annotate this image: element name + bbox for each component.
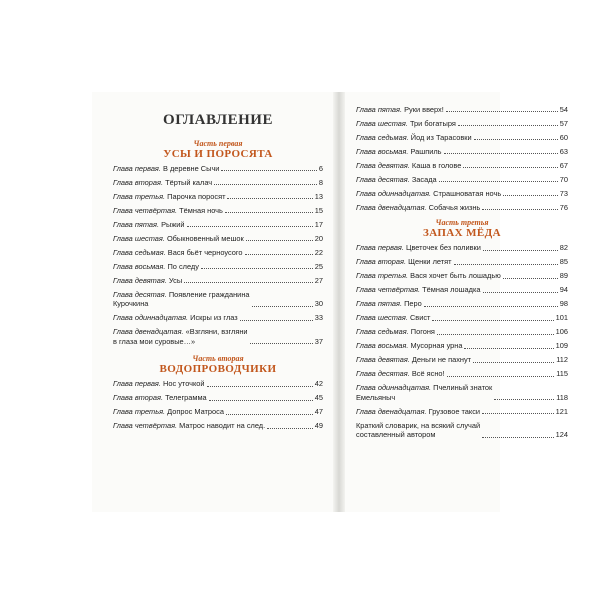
dot-leader <box>458 125 558 126</box>
chapter-number: Глава третья. <box>113 407 166 417</box>
chapter-title: Тёмная ночь <box>179 206 223 215</box>
page-number: 15 <box>314 206 323 215</box>
page-number: 94 <box>559 285 568 295</box>
toc-entry-title <box>356 119 456 128</box>
dot-leader <box>246 240 313 241</box>
part3-label: Часть третья <box>435 218 489 228</box>
dot-leader <box>494 399 554 400</box>
toc-entry <box>356 105 568 114</box>
page-number: 20 <box>314 234 323 243</box>
part2-label: Часть вторая <box>192 354 244 364</box>
part1-title: УСЫ И ПОРОСЯТА <box>163 148 273 160</box>
toc-entry <box>113 192 323 201</box>
chapter-title: Телеграмма <box>165 393 207 403</box>
dot-leader <box>482 209 558 210</box>
toc-entry <box>113 290 323 309</box>
chapter-number: Глава восьмая. <box>113 262 166 271</box>
page-number: 30 <box>314 299 323 309</box>
toc-entry <box>113 407 323 416</box>
toc-entry-title <box>356 243 481 252</box>
page-number: 85 <box>559 257 568 267</box>
page-number: 82 <box>559 243 568 253</box>
chapter-title: Йод из Тарасовки <box>410 133 472 142</box>
chapter-number: Глава пятая. <box>356 299 403 309</box>
chapter-number: Глава девятая. <box>113 276 167 285</box>
dot-leader <box>245 254 313 255</box>
page-number: 118 <box>556 392 568 402</box>
chapter-number: Глава одиннадцатая. <box>113 313 189 323</box>
toc-entry <box>356 147 568 156</box>
toc-entry <box>113 421 323 430</box>
chapter-title-continuation: Курочкина <box>113 299 149 309</box>
toc-entry <box>356 421 568 440</box>
dot-leader <box>227 198 312 199</box>
dot-leader <box>221 170 316 171</box>
toc-entry <box>356 271 568 280</box>
chapter-title-continuation: в глаза мои суровые…» <box>113 336 196 346</box>
page-number: 101 <box>555 313 568 323</box>
toc-entry-title <box>113 276 182 285</box>
chapter-title: Усы <box>168 276 183 285</box>
chapter-title: Мусорная урна <box>410 341 463 351</box>
dot-leader <box>483 292 558 293</box>
dot-leader <box>464 348 553 349</box>
page-number: 98 <box>559 299 568 309</box>
toc-entry-title <box>113 393 207 402</box>
page-number: 6 <box>318 164 323 173</box>
toc-entry-title <box>356 299 422 308</box>
toc-entry <box>113 262 323 271</box>
toc-entry <box>356 133 568 142</box>
chapter-title: Матрос наводит на след. <box>179 421 266 431</box>
part2-entries <box>113 379 323 430</box>
page-number: 121 <box>555 406 568 416</box>
page-number: 42 <box>314 379 323 389</box>
toc-entry-title <box>356 285 481 294</box>
toc-entry-title <box>113 290 250 309</box>
page-number: 109 <box>555 341 568 351</box>
dot-leader <box>474 139 558 140</box>
toc-entry <box>356 369 568 378</box>
chapter-number: Глава четвёртая. <box>356 285 421 295</box>
chapter-number: Глава шестая. <box>356 313 408 323</box>
page-number: 17 <box>314 220 323 229</box>
chapter-number: Глава четвёртая. <box>113 206 178 215</box>
toc-entry <box>356 383 568 402</box>
page-number: 73 <box>559 189 568 198</box>
chapter-number: Глава первая. <box>113 164 161 173</box>
dot-leader <box>483 250 558 251</box>
chapter-number: Глава первая. <box>356 243 404 253</box>
chapter-number: Глава шестая. <box>356 119 408 128</box>
chapter-title: Допрос Матроса <box>167 407 224 417</box>
dot-leader <box>225 212 313 213</box>
chapter-number: Глава одиннадцатая. <box>356 189 432 198</box>
chapter-number: Глава третья. <box>356 271 409 281</box>
toc-entry <box>356 119 568 128</box>
chapter-title: Щенки летят <box>408 257 452 267</box>
toc-entry-title <box>356 257 452 266</box>
left-page <box>113 105 323 435</box>
toc-entry-title <box>356 355 471 364</box>
book-gutter <box>333 92 345 512</box>
chapter-number: Глава шестая. <box>113 234 165 243</box>
chapter-number: Глава первая. <box>113 379 161 389</box>
dot-leader <box>207 386 313 387</box>
toc-entry <box>113 327 323 346</box>
chapter-title: Каша в голове <box>411 161 462 170</box>
toc-entry <box>113 313 323 322</box>
toc-entry <box>356 175 568 184</box>
toc-entry-title <box>356 421 480 440</box>
dot-leader <box>209 400 313 401</box>
part1-entries <box>113 164 323 346</box>
page-number: 47 <box>314 407 323 417</box>
chapter-number: Глава двенадцатая. <box>113 327 184 337</box>
part2-title: ВОДОПРОВОДЧИКИ <box>159 363 277 376</box>
chapter-number: Глава четвёртая. <box>113 421 178 431</box>
chapter-number: Глава третья. <box>113 192 166 201</box>
toc-entry <box>356 257 568 266</box>
toc-entry <box>113 164 323 173</box>
toc-entry-title <box>356 105 444 114</box>
dot-leader <box>267 428 313 429</box>
page-number: 76 <box>559 203 568 212</box>
toc-entry <box>113 379 323 388</box>
dot-leader <box>432 320 553 321</box>
chapter-title: Засада <box>411 175 437 184</box>
chapter-title: Три богатыря <box>409 119 456 128</box>
chapter-title: Рашпиль <box>410 147 442 156</box>
toc-entry-title <box>356 407 480 416</box>
page-number: 106 <box>555 327 568 337</box>
chapter-title: Нос уточкой <box>163 379 205 389</box>
part3-title: ЗАПАХ МЁДА <box>423 227 501 240</box>
toc-entry-title <box>356 161 461 170</box>
page-number: 8 <box>318 178 323 187</box>
dot-leader <box>424 306 558 307</box>
chapter-title: Всё ясно! <box>411 369 445 379</box>
toc-entry-title <box>356 341 462 350</box>
page-number: 54 <box>559 105 568 114</box>
dot-leader <box>184 282 313 283</box>
chapter-title: Вася бьёт черноусого <box>167 248 243 257</box>
dot-leader <box>473 362 554 363</box>
page-number: 60 <box>559 133 568 142</box>
toc-entry-title <box>356 383 492 402</box>
page-number: 13 <box>314 192 323 201</box>
toc-entry-title <box>113 178 212 187</box>
chapter-number: Глава вторая. <box>356 257 407 267</box>
page-number: 27 <box>314 276 323 285</box>
chapter-number: Глава пятая. <box>356 105 403 114</box>
toc-entry-title <box>356 313 430 322</box>
dot-leader <box>437 334 554 335</box>
dot-leader <box>444 153 558 154</box>
dot-leader <box>187 226 313 227</box>
toc-entry-title <box>356 327 435 336</box>
chapter-number: Глава одиннадцатая. <box>356 383 432 393</box>
page-number: 37 <box>314 336 323 346</box>
toc-entry-title <box>356 147 442 156</box>
toc-entry-title <box>113 220 185 229</box>
dot-leader <box>463 167 557 168</box>
chapter-number: Глава двенадцатая. <box>356 406 427 416</box>
chapter-number: Глава восьмая. <box>356 147 409 156</box>
chapter-title: Вася хочет быть лошадью <box>410 271 501 281</box>
toc-entry <box>356 161 568 170</box>
toc-entry <box>113 276 323 285</box>
toc-entry-title <box>113 206 223 215</box>
chapter-title: Перо <box>404 299 422 309</box>
chapter-number: Глава девятая. <box>356 355 410 365</box>
chapter-title: Деньги не пахнут <box>411 355 472 365</box>
toc-entry <box>356 355 568 364</box>
chapter-title: Рыжий <box>161 220 185 229</box>
chapter-title: Искры из глаз <box>190 313 238 323</box>
toc-entry <box>356 285 568 294</box>
toc-entry <box>113 393 323 402</box>
chapter-title: «Взгляни, взгляни <box>185 327 248 337</box>
page-number: 33 <box>314 313 323 323</box>
toc-entry <box>356 407 568 416</box>
chapter-number: Глава седьмая. <box>356 327 409 337</box>
toc-entry <box>356 203 568 212</box>
page-number: 57 <box>559 119 568 128</box>
chapter-title: Страшноватая ночь <box>433 189 502 198</box>
page-number: 89 <box>559 271 568 281</box>
dot-leader <box>503 195 558 196</box>
page-number: 45 <box>314 393 323 403</box>
toc-entry-title <box>113 313 238 322</box>
toc-entry-title <box>113 407 224 416</box>
toc-entry <box>113 178 323 187</box>
dot-leader <box>252 306 313 307</box>
right-page <box>356 105 568 444</box>
part1-label: Часть первая <box>193 139 243 148</box>
page-number: 25 <box>314 262 323 271</box>
chapter-title: Погоня <box>410 327 435 337</box>
chapter-number: Глава десятая. <box>113 290 167 299</box>
toc-entry <box>113 220 323 229</box>
chapter-title: Тёмная лошадка <box>422 285 481 295</box>
toc-entry <box>356 327 568 336</box>
toc-entry-title <box>356 189 501 198</box>
dot-leader <box>240 320 313 321</box>
toc-entry-title <box>356 203 480 212</box>
chapter-title: Парочка поросят <box>167 192 226 201</box>
chapter-title: Пчелиный знаток <box>433 383 493 393</box>
chapter-number: Глава десятая. <box>356 369 410 379</box>
page-number: 67 <box>559 161 568 170</box>
toc-entry <box>356 299 568 308</box>
toc-entry <box>113 234 323 243</box>
toc-entry <box>356 243 568 252</box>
page-number: 63 <box>559 147 568 156</box>
chapter-number: Глава вторая. <box>113 178 164 187</box>
chapter-title: Свист <box>409 313 431 323</box>
chapter-number: Глава двенадцатая. <box>356 203 427 212</box>
page-number: 22 <box>314 248 323 257</box>
page-number: 112 <box>556 355 568 365</box>
toc-entry-title <box>113 262 199 271</box>
dot-leader <box>214 184 317 185</box>
toc-entry-title <box>356 175 437 184</box>
toc-entry-title <box>113 327 248 346</box>
page-number: 70 <box>559 175 568 184</box>
page-number: 49 <box>314 421 323 431</box>
chapter-title: Появление гражданина <box>168 290 250 299</box>
toc-entry-title <box>113 248 243 257</box>
dot-leader <box>201 268 313 269</box>
chapter-number: Глава десятая. <box>356 175 410 184</box>
chapter-title: Цветочек без поливки <box>406 243 481 253</box>
toc-entry-title <box>113 164 219 173</box>
chapter-title: Собачья жизнь <box>428 203 481 212</box>
toc-entry-title <box>356 133 472 142</box>
chapter-title: Краткий словарик, на всякий случай <box>356 420 481 430</box>
chapter-number: Глава вторая. <box>113 393 164 403</box>
toc-entry <box>356 189 568 198</box>
chapter-title: Тёртый калач <box>165 178 213 187</box>
chapter-title: В деревне Сычи <box>163 164 220 173</box>
chapter-number: Глава седьмая. <box>356 133 409 142</box>
toc-entry-title <box>113 234 244 243</box>
dot-leader <box>482 413 554 414</box>
dot-leader <box>226 414 313 415</box>
toc-entry-title <box>113 379 205 388</box>
dot-leader <box>503 278 558 279</box>
chapter-title: Руки вверх! <box>404 105 444 114</box>
chapter-title-continuation: составленный автором <box>356 430 436 440</box>
chapter-title: По следу <box>167 262 199 271</box>
chapter-title: Грузовое такси <box>428 406 481 416</box>
toc-entry-title <box>113 192 225 201</box>
dot-leader <box>482 437 554 438</box>
toc-entry <box>113 248 323 257</box>
toc-entry <box>356 313 568 322</box>
toc-title: ОГЛАВЛЕНИЕ <box>163 112 273 128</box>
page-number: 115 <box>556 369 568 379</box>
toc-entry <box>113 206 323 215</box>
chapter-number: Глава седьмая. <box>113 248 166 257</box>
dot-leader <box>454 264 558 265</box>
part3-entries <box>356 243 568 439</box>
toc-entry-title <box>356 271 501 280</box>
part2-continued-entries <box>356 105 568 212</box>
dot-leader <box>439 181 558 182</box>
dot-leader <box>447 376 555 377</box>
page-number: 124 <box>555 430 568 440</box>
toc-entry-title <box>113 421 265 430</box>
chapter-number: Глава восьмая. <box>356 341 409 351</box>
chapter-title-continuation: Емельяныч <box>356 392 396 402</box>
toc-entry-title <box>356 369 445 378</box>
chapter-title: Обыкновенный мешок <box>166 234 244 243</box>
dot-leader <box>446 111 558 112</box>
dot-leader <box>250 343 313 344</box>
chapter-number: Глава девятая. <box>356 161 410 170</box>
chapter-number: Глава пятая. <box>113 220 160 229</box>
toc-entry <box>356 341 568 350</box>
